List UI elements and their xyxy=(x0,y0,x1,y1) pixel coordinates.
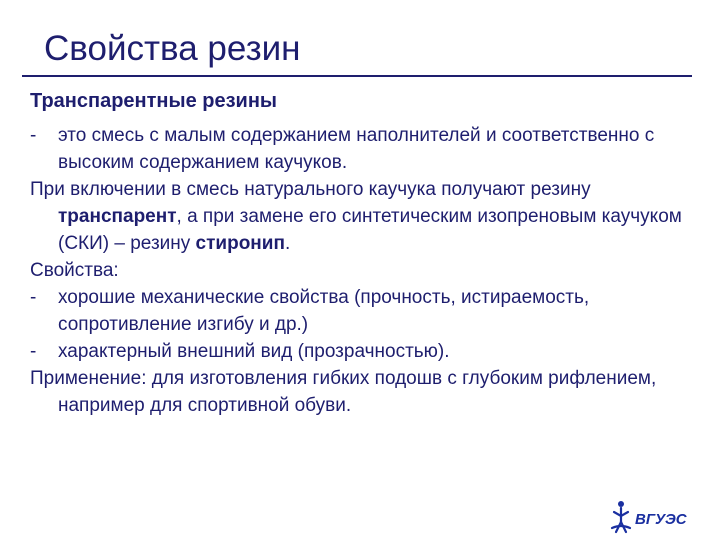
dash-marker: - xyxy=(30,125,37,146)
definition-text: это смесь с малым содержанием наполнителей и соответственно с высоким содержанием каучуков. xyxy=(58,125,655,173)
variants-text-e: . xyxy=(284,233,291,254)
definition-item xyxy=(30,122,705,176)
dash-marker: - xyxy=(30,341,37,362)
title-divider xyxy=(22,75,692,77)
slide-content xyxy=(30,88,705,419)
property-text: хорошие механические свойства (прочность, истираемость, сопротивление изгибу и др.) xyxy=(58,287,590,335)
logo-text: ВГУЭС xyxy=(635,511,687,528)
variants-paragraph xyxy=(30,176,705,257)
properties-label: Свойства: xyxy=(30,260,119,281)
term-stironip: стиронип xyxy=(195,233,285,254)
property-text: характерный внешний вид (прозрачностью). xyxy=(58,341,450,362)
term-transparent: транспарент xyxy=(58,206,177,227)
subheading: Транспарентные резины xyxy=(30,90,277,112)
property-item xyxy=(30,338,705,365)
application-paragraph: Применение: для изготовления гибких подошв с глубоким рифлением, например для спортивной обуви. xyxy=(30,368,657,416)
property-item xyxy=(30,284,705,338)
variants-text-a: При включении в смесь натурального каучука получают резину xyxy=(30,179,591,200)
variants-text-c: , а при замене его синтетическим изопреновым каучуком (СКИ) – резину xyxy=(58,206,682,254)
university-logo xyxy=(608,498,694,536)
dash-marker: - xyxy=(30,287,37,308)
university-emblem-icon xyxy=(612,501,630,532)
slide-title: Свойства резин xyxy=(44,29,301,68)
